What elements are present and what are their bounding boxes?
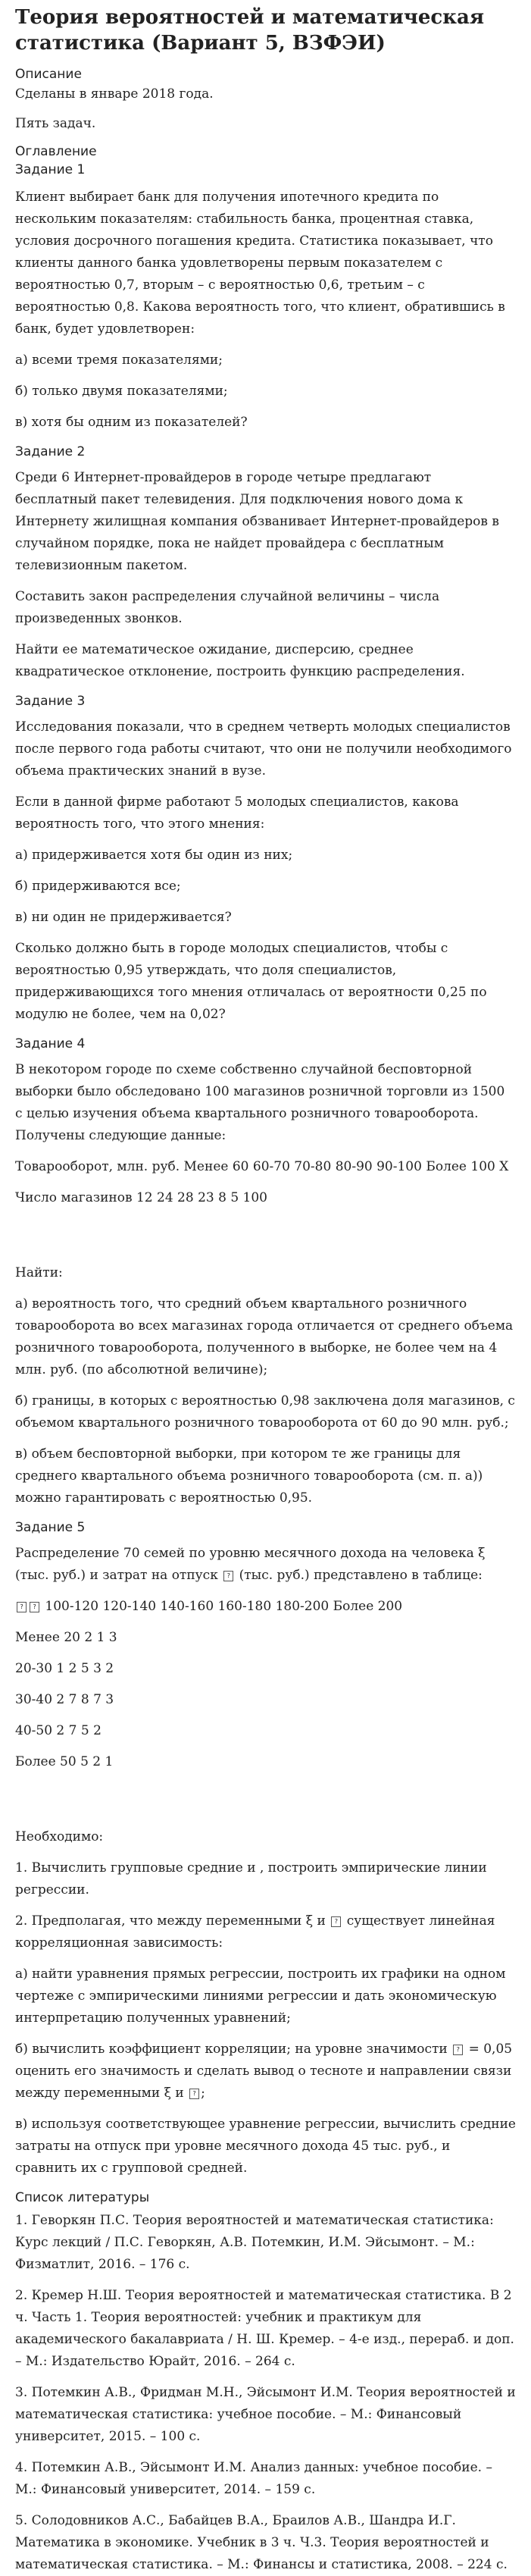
task5-table-row: Менее 20 2 1 3 — [15, 1630, 117, 1645]
task3-heading: Задание 3 — [15, 694, 86, 709]
task4-item-a: а) вероятность того, что средний объем квартального розничного товарооборота во всех магазинах города отличается от среднего объема розничного товарооборота, полученного в выборке, не более чем на 4 млн. руб. (по абсолютной величине); — [15, 1296, 514, 1377]
task2-text: Среди 6 Интернет-провайдеров в городе четыре предлагают бесплатный пакет телевидения. Для подключения нового дома к Интернету жилищная компания обзванивает Интернет-провайдеров в случайном порядке, пока не найдет провайдера с бесплатным телевизионным пакетом. — [15, 470, 499, 573]
task5-text — [15, 1543, 516, 1587]
task3-text: Исследования показали, что в среднем четверть молодых специалистов после первого года работы считают, что они не получили необходимого объема практических знаний в вузе. — [15, 719, 512, 779]
task4-find: Найти: — [15, 1265, 63, 1280]
missing-symbol-icon: ? — [223, 1571, 233, 1581]
task3-item-c: в) ни один не придерживается? — [15, 910, 232, 925]
task5-table-header — [15, 1596, 516, 1618]
missing-symbol-icon: ? — [331, 1916, 341, 1927]
task5-heading: Задание 5 — [15, 1520, 86, 1535]
task1-item-a: а) всеми тремя показателями; — [15, 353, 223, 368]
page-title: Теория вероятностей и математическая статистика (Вариант 5, ВЗФЭИ) — [15, 6, 485, 55]
task5-table-row: 20-30 1 2 5 3 2 — [15, 1661, 114, 1676]
missing-symbol-icon: ? — [17, 1602, 27, 1612]
task3-p3: Сколько должно быть в городе молодых специалистов, чтобы с вероятностью 0,95 утверждать, что доля специалистов, придерживающихся того мнения отличалась от вероятности 0,25 по модулю не более, чем на 0,02? — [15, 941, 487, 1022]
task3-p2: Если в данной фирме работают 5 молодых специалистов, какова вероятность того, что этого мнения: — [15, 794, 459, 832]
task4-text: В некотором городе по схеме собственно случайной бесповторной выборки было обследовано 100 магазинов розничной торговли из 1500 с целью изучения объема квартального розничного товарооборота. Получены следующие данные: — [15, 1062, 505, 1143]
task5-step2b-after: = 0,05 оценить его значимость и сделать вывод о тесноте и направлении связи между переменными ξ и — [15, 2042, 513, 2101]
task1-item-c: в) хотя бы одним из показателей? — [15, 415, 248, 430]
missing-symbol-icon: ? — [30, 1602, 39, 1612]
task5-step2-before: 2. Предполагая, что между переменными ξ и — [15, 1913, 326, 1929]
description-line: Пять задач. — [15, 116, 96, 131]
task5-step2b-before: б) вычислить коэффициент корреляции; на уровне значимости — [15, 2042, 448, 2057]
missing-symbol-icon: ? — [189, 2089, 199, 2099]
missing-symbol-icon: ? — [453, 2045, 463, 2055]
toc-label: Оглавление — [15, 144, 97, 159]
task4-item-c: в) объем бесповторной выборки, при котором те же границы для среднего квартального объема розничного товарооборота (см. п. а)) можно гарантировать с вероятностью 0,95. — [15, 1446, 483, 1506]
task5-table-row: Более 50 5 2 1 — [15, 1754, 114, 1769]
refs-label: Список литературы — [15, 2190, 150, 2205]
document-page — [15, 0, 516, 2576]
task5-step2c: в) используя соответствующее уравнение регрессии, вычислить средние затраты на отпуск при уровне месячного дохода 45 тыс. руб., и сравнить их с групповой средней. — [15, 2117, 516, 2176]
task5-header-row: 100-120 120-140 140-160 160-180 180-200 Более 200 — [45, 1599, 403, 1614]
task1-heading: Задание 1 — [15, 162, 86, 177]
task5-table-row: 40-50 2 7 5 2 — [15, 1723, 102, 1738]
task5-table-row: 30-40 2 7 8 7 3 — [15, 1692, 114, 1707]
task2-p2: Составить закон распределения случайной величины – числа произведенных звонков. — [15, 589, 440, 626]
task4-row-stores: Число магазинов 12 24 28 23 8 5 100 — [15, 1190, 268, 1205]
reference-item: 4. Потемкин А.В., Эйсымонт И.М. Анализ данных: учебное пособие. – М.: Финансовый университет, 2014. – 159 с. — [15, 2460, 492, 2497]
task5-step2a: а) найти уравнения прямых регрессии, построить их графики на одном чертеже с эмпирическими линиями регрессии и дать экономическую интерпретацию полученных уравнений; — [15, 1966, 506, 2026]
task4-row-turnover: Товарооборот, млн. руб. Менее 60 60-70 70-80 80-90 90-100 Более 100 X — [15, 1159, 509, 1174]
task5-step2-after: существует линейная корреляционная зависимость: — [15, 1913, 495, 1951]
task3-item-b: б) придерживаются все; — [15, 879, 181, 894]
description-line: Сделаны в январе 2018 года. — [15, 86, 214, 102]
task1-item-b: б) только двумя показателями; — [15, 384, 228, 399]
reference-item: 2. Кремер Н.Ш. Теория вероятностей и математическая статистика. В 2 ч. Часть 1. Теория вероятностей: учебник и практикум для академического бакалавриата / Н. Ш. Кремер. – 4-е изд., перераб. и доп. – М.: Издательство Юрайт, 2016. – 264 с. — [15, 2288, 514, 2369]
task2-heading: Задание 2 — [15, 444, 86, 459]
task1-text: Клиент выбирает банк для получения ипотечного кредита по нескольким показателям: стабильность банка, процентная ставка, условия досрочного погашения кредита. Статистика показывает, что клиенты данного банка удовлетворены первым показателем с вероятностью 0,7, вторым – с вероятностью 0,6, третьим – с вероятностью 0,8. Какова вероятность того, что клиент, обратившись в банк, будет удовлетворен: — [15, 190, 505, 337]
description-label: Описание — [15, 67, 82, 82]
reference-item: 1. Геворкян П.С. Теория вероятностей и математическая статистика: Курс лекций / П.С. Геворкян, А.В. Потемкин, И.М. Эйсымонт. – М.: Физматлит, 2016. – 176 с. — [15, 2213, 494, 2272]
task5-text-after: (тыс. руб.) представлено в таблице: — [239, 1568, 483, 1583]
reference-item: 3. Потемкин А.В., Фридман М.Н., Эйсымонт И.М. Теория вероятностей и математическая статистика: учебное пособие. – М.: Финансовый университет, 2015. – 100 с. — [15, 2385, 516, 2444]
task4-item-b: б) границы, в которых с вероятностью 0,98 заключена доля магазинов, с объемом квартального розничного товарооборота от 60 до 90 млн. руб.; — [15, 1393, 515, 1431]
reference-item: 5. Солодовников А.С., Бабайцев В.А., Браилов А.В., Шандра И.Г. Математика в экономике. Учебник в 3 ч. Ч.3. Теория вероятностей и математическая статистика. – М.: Финансы и статистика, 2008. – 224 с. — [15, 2513, 508, 2572]
task3-item-a: а) придерживается хотя бы один из них; — [15, 848, 293, 863]
task2-p3: Найти ее математическое ожидание, дисперсию, среднее квадратическое отклонение, построить функцию распределения. — [15, 642, 465, 679]
task5-step1: 1. Вычислить групповые средние и , построить эмпирические линии регрессии. — [15, 1860, 487, 1898]
task5-necessary: Необходимо: — [15, 1829, 104, 1844]
task4-heading: Задание 4 — [15, 1036, 86, 1051]
task5-step2 — [15, 1910, 516, 1954]
task5-step2b: б) вычислить коэффициент корреляции; на уровне значимости ? = 0,05 оценить его значимость и сделать вывод о тесноте и направлении связи между переменными ξ и ? ; — [15, 2042, 513, 2101]
task5-text-before: Распределение 70 семей по уровню месячного дохода на человека ξ (тыс. руб.) и затрат на отпуск — [15, 1546, 486, 1583]
